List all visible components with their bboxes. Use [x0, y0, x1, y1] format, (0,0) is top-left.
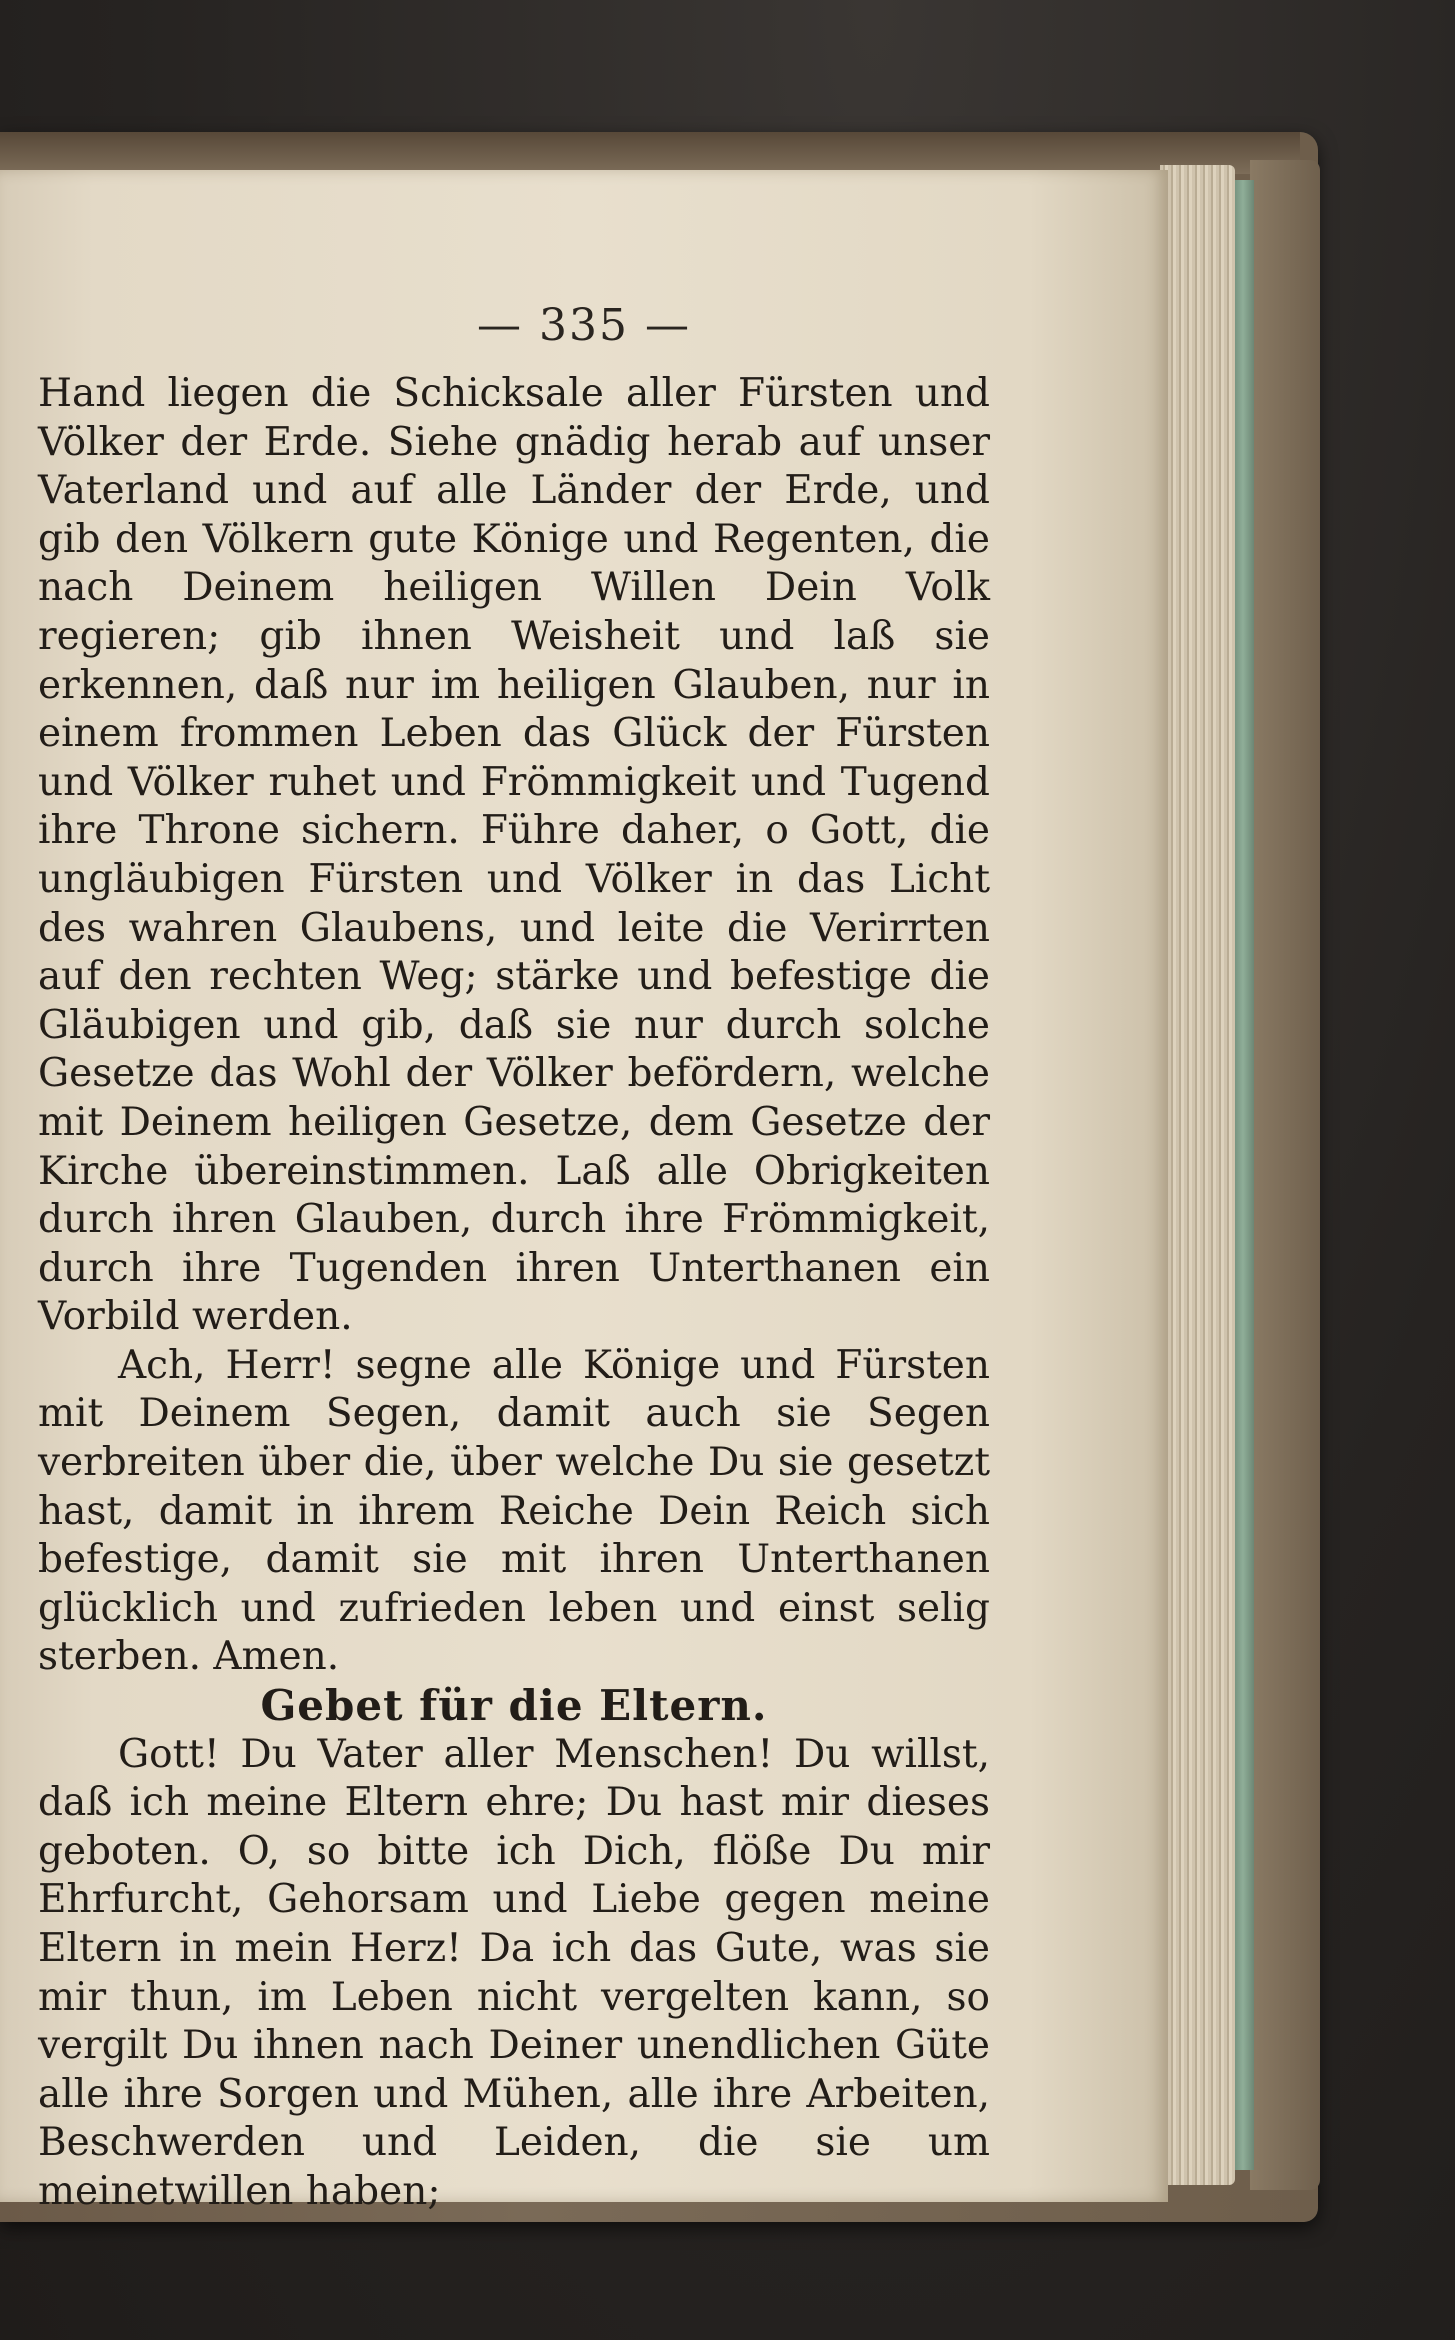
paragraph-1: Hand liegen die Schicksale aller Fürsten und Völker der Erde. Siehe gnädig herab auf unser Vaterland und auf alle Länder der Erde, und gib den Völkern gute Könige und Regenten, die nach Deinem heiligen Willen Dein Volk regieren; gib ihnen Weisheit und laß sie erkennen, daß nur im heiligen Glauben, nur in einem frommen Leben das Glück der Fürsten und Völker ruhet und Frömmigkeit und Tugend ihre Throne sichern. Führe daher, o Gott, die ungläubigen Fürsten und Völker in das Licht des wahren Glaubens, und leite die Verirrten auf den rechten Weg; stärke und befestige die Gläubigen und gib, daß sie nur durch solche Gesetze das Wohl der Völker befördern, welche mit Deinem heiligen Gesetze, dem Gesetze der Kirche übereinstimmen. Laß alle Obrigkeiten durch ihren Glauben, durch ihre Frömmigkeit, durch ihre Tugenden ihren Unterthanen ein Vorbild werden.	[38, 371, 990, 1340]
paragraph-2: Ach, Herr! segne alle Könige und Fürsten mit Deinem Segen, damit auch sie Segen verbreiten über die, über welche Du sie gesetzt hast, damit in ihrem Reiche Dein Reich sich befestige, damit sie mit ihren Unterthanen glücklich und zufrieden leben und einst selig sterben. Amen.	[38, 1342, 990, 1680]
page-number: — 335 —	[477, 300, 691, 351]
book-back-board	[1250, 160, 1320, 2190]
book-cover-top-edge	[0, 132, 1300, 174]
page-stack-edge	[1160, 165, 1235, 2185]
section-heading: Gebet für die Eltern.	[260, 1681, 768, 1731]
page-edge-green-strip	[1232, 180, 1254, 2170]
book-page	[0, 170, 1168, 2214]
page-body	[38, 370, 990, 2217]
paragraph-3: Gott! Du Vater aller Menschen! Du willst, daß ich meine Eltern ehre; Du hast mir dieses geboten. O, so bitte ich Dich, flöße Du mir Ehrfurcht, Gehorsam und Liebe gegen meine Eltern in mein Herz! Da ich das Gute, was sie mir thun, im Leben nicht vergelten kann, so vergilt Du ihnen nach Deiner unendlichen Güte alle ihre Sorgen und Mühen, alle ihre Arbeiten, Beschwerden und Leiden, die sie um meinetwillen haben;	[38, 1731, 990, 2214]
